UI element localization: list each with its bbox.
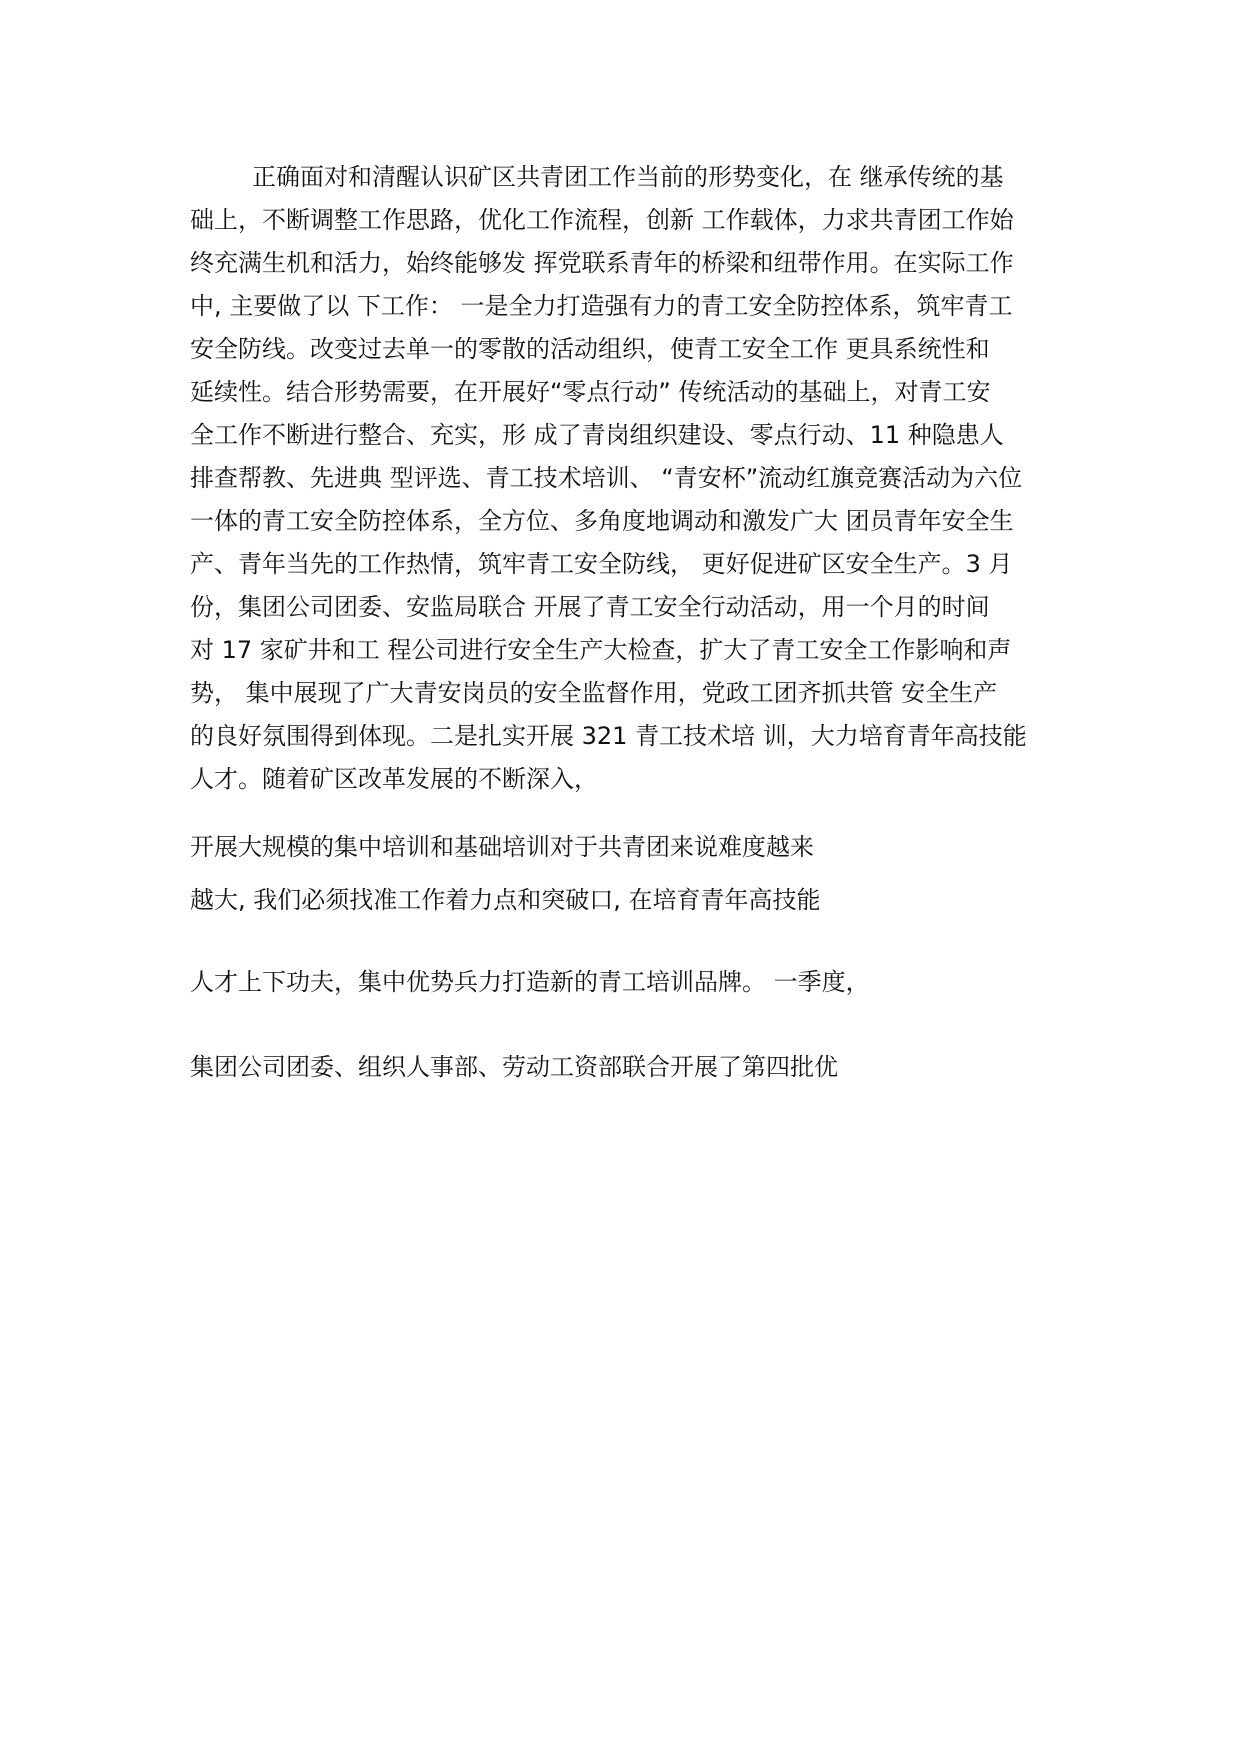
paragraph-line: 础上，不断调整工作思路，优化工作流程，创新 工作载体，力求共青团工作始 xyxy=(190,206,1014,234)
paragraph-line: 越大, 我们必须找准工作着力点和突破口, 在培育青年高技能 xyxy=(190,886,821,914)
paragraph-line: 一体的青工安全防控体系，全方位、多角度地调动和激发广大 团员青年安全生 xyxy=(190,507,1014,535)
paragraph-line: 集团公司团委、组织人事部、劳动工资部联合开展了第四批优 xyxy=(190,1053,838,1081)
paragraph-line: 份，集团公司团委、安监局联合 开展了青工安全行动活动，用一个月的时间 xyxy=(190,593,990,621)
paragraph-line: 开展大规模的集中培训和基础培训对于共青团来说难度越来 xyxy=(190,833,814,861)
paragraph-line: 人才上下功夫，集中优势兵力打造新的青工培训品牌。 一季度， xyxy=(190,968,870,996)
paragraph-line: 的良好氛围得到体现。二是扎实开展 321 青工技术培 训，大力培育青年高技能 xyxy=(190,722,1027,750)
paragraph-line: 排查帮教、先进典 型评选、青工技术培训、 “青安杯”流动红旗竞赛活动为六位 xyxy=(190,464,1023,492)
paragraph-line: 产、青年当先的工作热情，筑牢青工安全防线， 更好促进矿区安全生产。3 月 xyxy=(190,550,1013,578)
paragraph-line: 延续性。结合形势需要，在开展好“零点行动” 传统活动的基础上，对青工安 xyxy=(190,378,991,406)
paragraph-line: 安全防线。改变过去单一的零散的活动组织，使青工安全工作 更具系统性和 xyxy=(190,335,990,363)
paragraph-line: 人才。随着矿区改革发展的不断深入， xyxy=(190,765,598,793)
paragraph-line: 势， 集中展现了广大青安岗员的安全监督作用，党政工团齐抓共管 安全生产 xyxy=(190,679,998,707)
paragraph-line: 中, 主要做了以 下工作： 一是全力打造强有力的青工安全防控体系，筑牢青工 xyxy=(190,292,1013,320)
paragraph-line: 对 17 家矿井和工 程公司进行安全生产大检查，扩大了青工安全工作影响和声 xyxy=(190,636,1012,664)
paragraph-line: 终充满生机和活力，始终能够发 挥党联系青年的桥梁和纽带作用。在实际工作 xyxy=(190,249,1014,277)
paragraph-line: 正确面对和清醒认识矿区共青团工作当前的形势变化，在 继承传统的基 xyxy=(252,163,1004,191)
paragraph-line: 全工作不断进行整合、充实，形 成了青岗组织建设、零点行动、11 种隐患人 xyxy=(190,421,1004,449)
